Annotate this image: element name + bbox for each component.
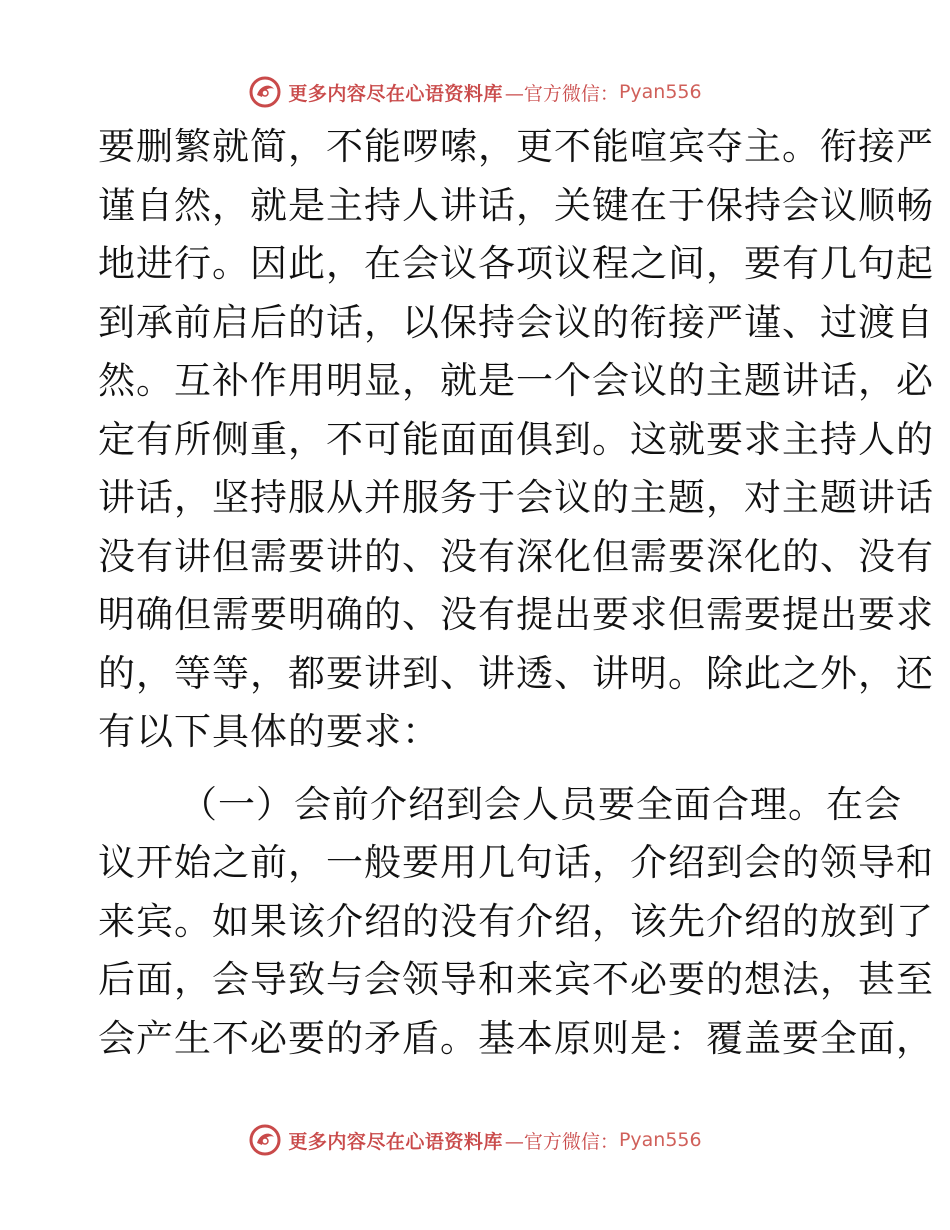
banner-sub-text: —官方微信： <box>504 82 619 105</box>
body-line: 的，等等，都要讲到、讲透、讲明。除此之外，还 <box>98 651 934 695</box>
body-line: 要删繁就简，不能啰嗦，更不能喧宾夺主。衔接严 <box>98 125 934 168</box>
section-heading-line: （一）会前介绍到会人员要全面合理。在会 <box>180 782 902 826</box>
banner-main-text: 更多内容尽在心语资料库 <box>288 1130 503 1153</box>
body-line: 有以下具体的要求： <box>98 710 440 753</box>
body-line: 来宾。如果该介绍的没有介绍，该先介绍的放到了 <box>98 899 934 943</box>
body-line: 地进行。因此，在会议各项议程之间，要有几句起 <box>98 242 934 285</box>
body-line: 到承前启后的话，以保持会议的衔接严谨、过渡自 <box>98 300 934 344</box>
body-line: 然。互补作用明显，就是一个会议的主题讲话，必 <box>98 359 934 402</box>
body-line: 会产生不必要的矛盾。基本原则是：覆盖要全面， <box>98 1016 934 1060</box>
body-line: 没有讲但需要讲的、没有深化但需要深化的、没有 <box>98 534 934 578</box>
body-line: 后面，会导致与会领导和来宾不必要的想法，甚至 <box>98 958 934 1001</box>
footer-banner <box>0 1120 950 1160</box>
body-line: 议开始之前，一般要用几句话，介绍到会的领导和 <box>98 841 934 884</box>
banner-main-text: 更多内容尽在心语资料库 <box>288 82 503 105</box>
swirl-logo-icon <box>248 75 282 109</box>
document-body <box>98 118 934 1068</box>
body-line: 定有所侧重，不可能面面俱到。这就要求主持人的 <box>98 417 934 461</box>
banner-wechat-id: Pyan556 <box>618 1129 702 1151</box>
body-line: 明确但需要明确的、没有提出要求但需要提出要求 <box>98 593 934 636</box>
body-line: 谨自然，就是主持人讲话，关键在于保持会议顺畅 <box>98 183 934 227</box>
header-banner <box>0 72 950 112</box>
banner-sub-text: —官方微信： <box>504 1130 619 1153</box>
body-line: 讲话，坚持服从并服务于会议的主题，对主题讲话 <box>98 476 934 519</box>
banner-wechat-id: Pyan556 <box>618 81 702 103</box>
swirl-logo-icon <box>248 1123 282 1157</box>
